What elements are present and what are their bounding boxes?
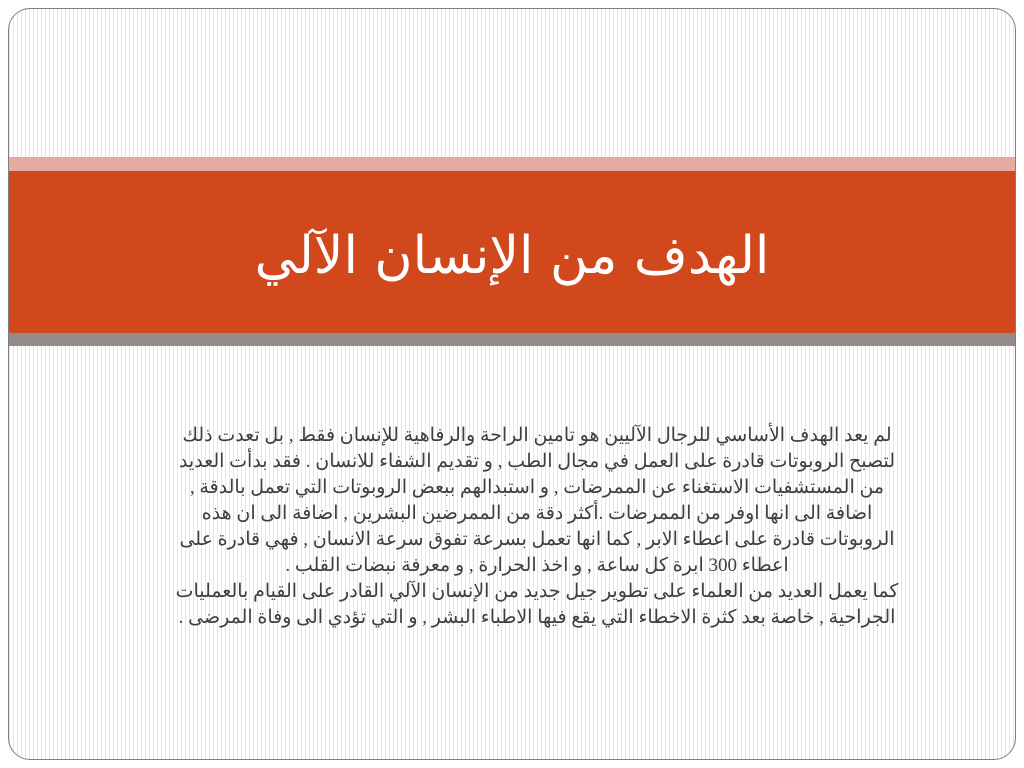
slide-body <box>169 423 905 631</box>
body-paragraph: لم يعد الهدف الأساسي للرجال الآليين هو تامين الراحة والرفاهية للإنسان فقط , بل تعدت ذلك لتصبح الروبوتات قادرة على العمل في مجال الطب , و تقديم الشفاء للانسان . فقد بدأت العديد من المستشفيات الاستغناء عن الممرضات , و استبدالهم ببعض الروبوتات التي تعمل بالدقة , اضافة الى انها اوفر من الممرضات .أكثر دقة من الممرضين البشرين , اضافة الى ان هذه الروبوتات قادرة على اعطاء الابر , كما انها تعمل بسرعة تفوق سرعة الانسان , فهي قادرة على اعطاء 300 ابرة كل ساعة , و اخذ الحرارة , و معرفة نبضات القلب . <box>178 425 896 576</box>
body-paragraph: كما يعمل العديد من العلماء على تطوير جيل جديد من الإنسان الآلي القادر على القيام بالعمليات الجراحية , خاصة بعد كثرة الاخطاء التي يقع فيها الاطباء البشر , و التي تؤدي الى وفاة المرضى . <box>175 581 899 628</box>
slide-title: الهدف من الإنسان الآلي <box>254 226 770 286</box>
title-accent-stripe-top <box>9 157 1015 171</box>
slide <box>8 8 1016 760</box>
title-accent-stripe-bottom <box>9 333 1015 346</box>
title-band <box>9 171 1015 333</box>
